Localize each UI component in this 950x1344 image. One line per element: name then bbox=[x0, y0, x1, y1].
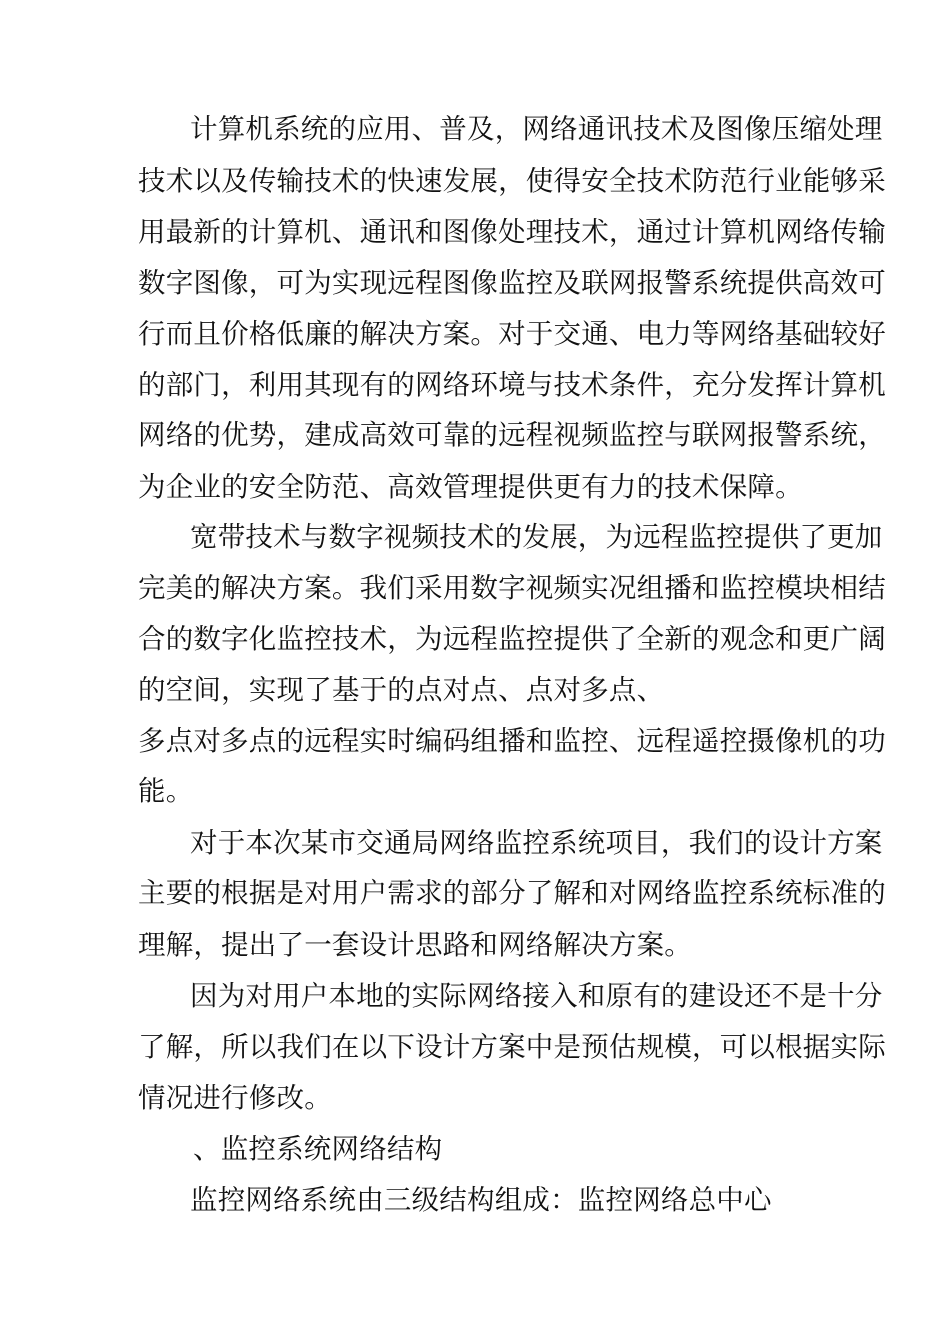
p3-line-1: 对于本次某市交通局网络监控系统项目，我们的设计方案 bbox=[190, 827, 883, 859]
p1-line-7: 网络的优势，建成高效可靠的远程视频监控与联网报警系统， bbox=[138, 419, 886, 451]
section-heading: 、监控系统网络结构 bbox=[193, 1133, 443, 1165]
p1-line-1: 计算机系统的应用、普及，网络通讯技术及图像压缩处理 bbox=[190, 113, 883, 145]
p5-line-1: 监控网络系统由三级结构组成：监控网络总中心 bbox=[190, 1184, 772, 1216]
p1-line-3: 用最新的计算机、通讯和图像处理技术，通过计算机网络传输 bbox=[138, 216, 886, 248]
p1-line-2: 技术以及传输技术的快速发展，使得安全技术防范行业能够采 bbox=[138, 165, 886, 197]
p2-line-1: 宽带技术与数字视频技术的发展，为远程监控提供了更加 bbox=[190, 521, 883, 553]
p1-line-4: 数字图像，可为实现远程图像监控及联网报警系统提供高效可 bbox=[138, 267, 886, 299]
p2-line-3: 合的数字化监控技术，为远程监控提供了全新的观念和更广阔 bbox=[138, 623, 886, 655]
p4-line-3: 情况进行修改。 bbox=[138, 1082, 332, 1114]
p4-line-1: 因为对用户本地的实际网络接入和原有的建设还不是十分 bbox=[190, 980, 883, 1012]
p4-line-2: 了解，所以我们在以下设计方案中是预估规模，可以根据实际 bbox=[138, 1031, 886, 1063]
p3-line-3: 理解，提出了一套设计思路和网络解决方案。 bbox=[138, 929, 692, 961]
p2-line-5: 多点对多点的远程实时编码组播和监控、远程遥控摄像机的功 bbox=[138, 725, 886, 757]
p2-line-4: 的空间，实现了基于的点对点、点对多点、 bbox=[138, 674, 665, 706]
p2-line-6: 能。 bbox=[138, 775, 194, 807]
p1-line-6: 的部门，利用其现有的网络环境与技术条件，充分发挥计算机 bbox=[138, 369, 886, 401]
p2-line-2: 完美的解决方案。我们采用数字视频实况组播和监控模块相结 bbox=[138, 572, 886, 604]
p1-line-5: 行而且价格低廉的解决方案。对于交通、电力等网络基础较好 bbox=[138, 318, 886, 350]
p1-line-8: 为企业的安全防范、高效管理提供更有力的技术保障。 bbox=[138, 471, 803, 503]
p3-line-2: 主要的根据是对用户需求的部分了解和对网络监控系统标准的 bbox=[138, 877, 886, 909]
